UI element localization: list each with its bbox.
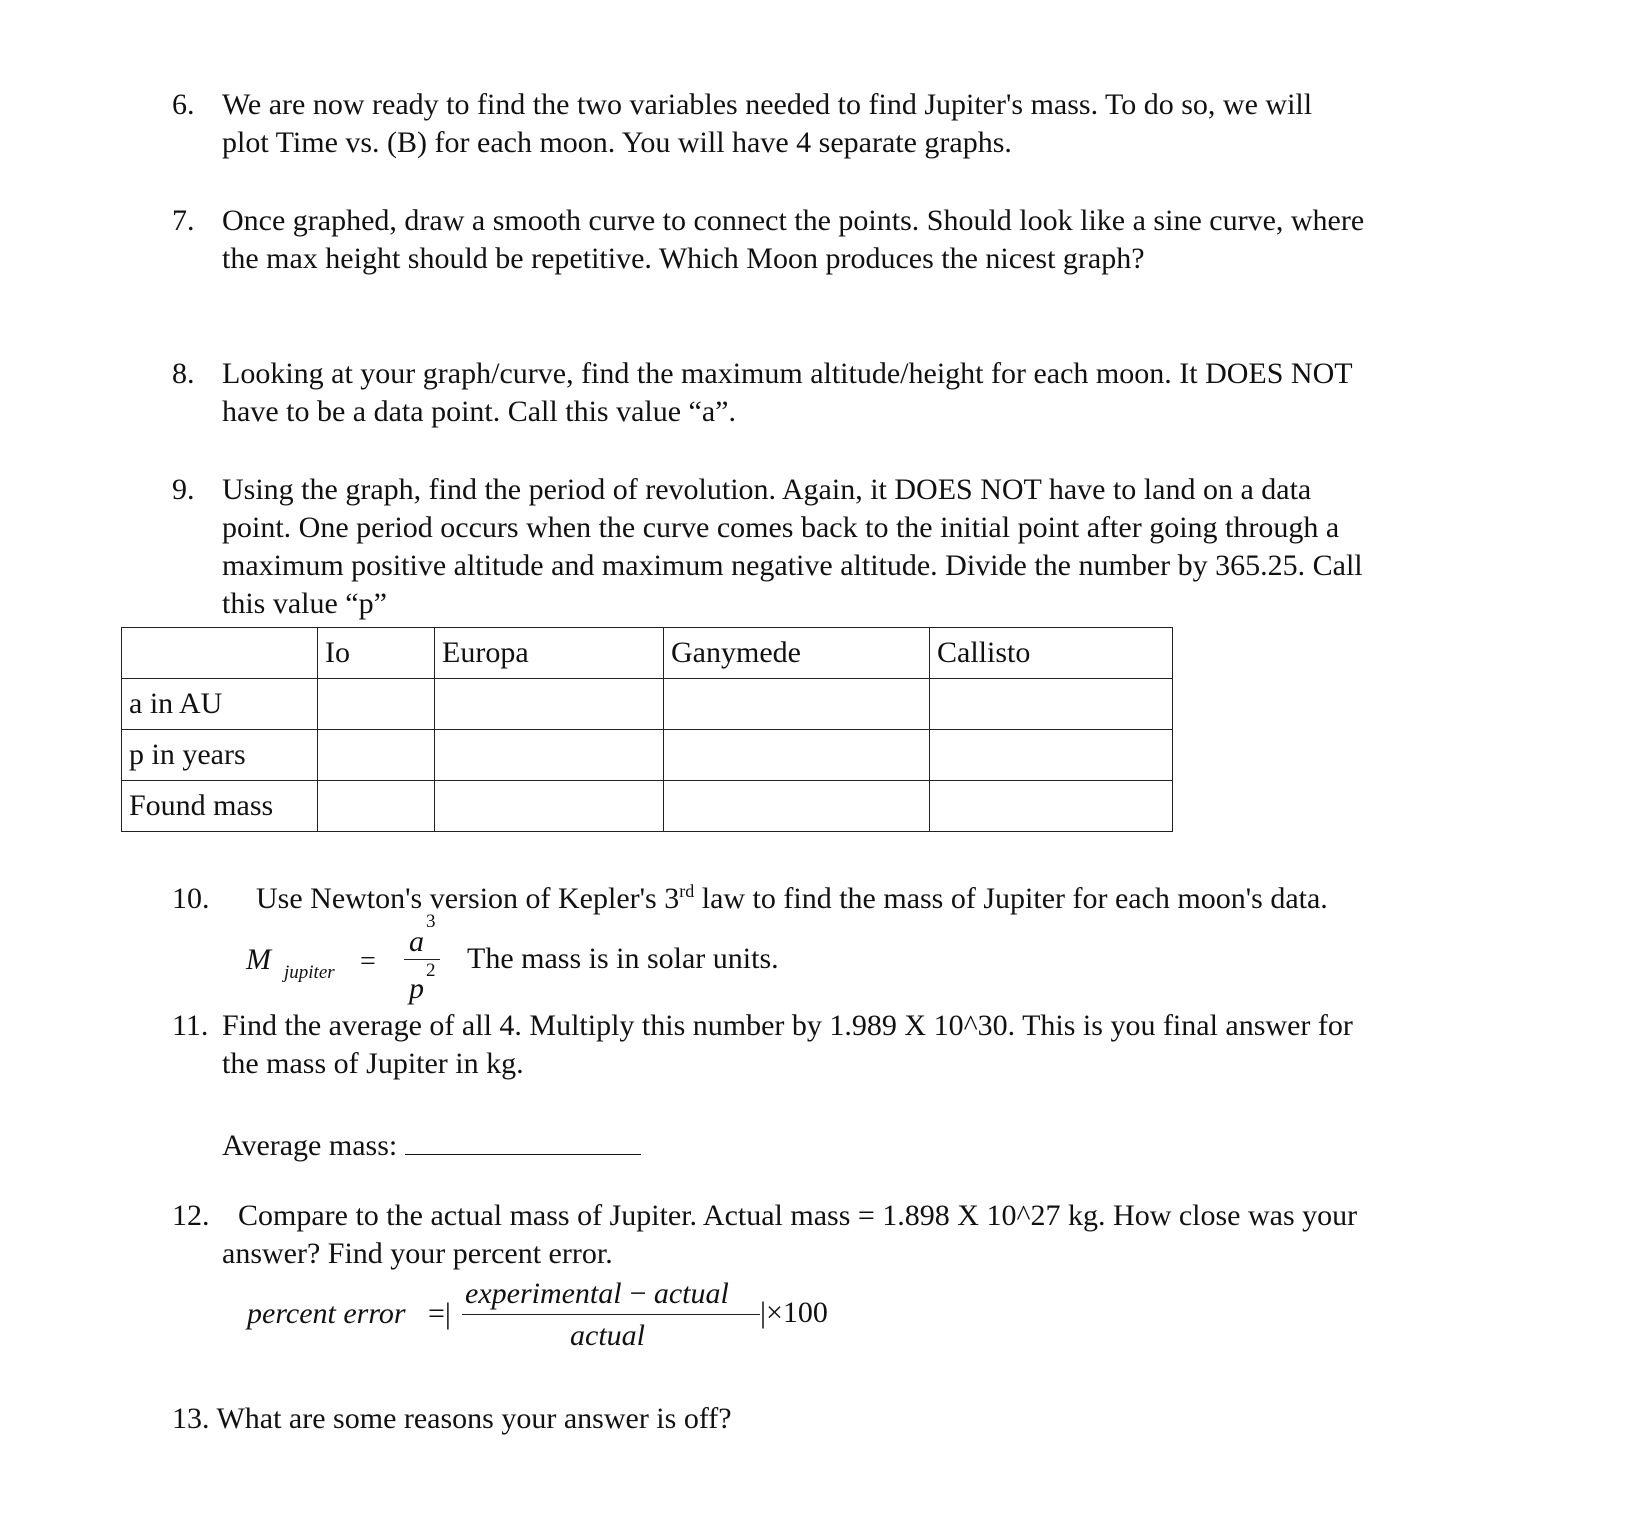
question-number: 6. [172, 88, 195, 121]
question-text-line: Using the graph, find the period of revolution. Again, it DOES NOT have to land on a data [222, 473, 1312, 506]
formula-equals: = [360, 946, 376, 977]
answer-cell[interactable] [435, 730, 664, 781]
question-text-line: have to be a data point. Call this value “a”. [222, 395, 736, 428]
question-text-line: this value “p” [222, 587, 387, 620]
question-10 [172, 880, 210, 918]
formula-m: M [246, 943, 271, 976]
table-header-cell [122, 628, 318, 679]
table-header-cell: Io [318, 628, 435, 679]
question-number: 11. [172, 1009, 209, 1042]
question-number: 7. [172, 204, 195, 237]
formula-tail: |×100 [760, 1296, 828, 1329]
average-mass-row [222, 1124, 641, 1165]
moon-data-table [121, 627, 1173, 832]
formula-fraction-bar [462, 1314, 760, 1315]
question-text-line: point. One period occurs when the curve comes back to the initial point after going through a [222, 511, 1340, 544]
formula-numerator: experimental − actual [465, 1277, 729, 1310]
formula-denominator: actual [570, 1319, 645, 1352]
question-number: 13. [172, 1402, 210, 1435]
question-text-line: Find the average of all 4. Multiply this number by 1.989 X 10^30. This is you final answer for [222, 1009, 1353, 1042]
question-text: law to find the mass of Jupiter for each moon's data. [694, 882, 1328, 915]
average-mass-label: Average mass: [222, 1129, 398, 1162]
table-header-cell: Callisto [930, 628, 1173, 679]
superscript-rd: rd [679, 881, 695, 901]
formula-lhs: percent error [247, 1297, 406, 1330]
question-number: 12. [172, 1199, 210, 1232]
question-text-line: answer? Find your percent error. [222, 1237, 613, 1270]
question-number: 9. [172, 473, 195, 506]
answer-cell[interactable] [930, 730, 1173, 781]
question-text-line: maximum positive altitude and maximum negative altitude. Divide the number by 365.25. Call [222, 549, 1363, 582]
answer-cell[interactable] [318, 730, 435, 781]
formula-note: The mass is in solar units. [467, 942, 779, 975]
question-number: 8. [172, 357, 195, 390]
row-label-cell: p in years [122, 730, 318, 781]
row-label-cell: Found mass [122, 781, 318, 832]
formula-denominator: p [409, 972, 424, 1005]
answer-cell[interactable] [930, 781, 1173, 832]
question-text-line: the mass of Jupiter in kg. [222, 1047, 524, 1080]
formula-m-subscript: jupiter [284, 962, 335, 983]
question-text-line: the max height should be repetitive. Which Moon produces the nicest graph? [222, 242, 1145, 275]
answer-cell[interactable] [664, 730, 930, 781]
question-text-line: We are now ready to find the two variables needed to find Jupiter's mass. To do so, we will [222, 88, 1313, 121]
question-text: What are some reasons your answer is off? [216, 1402, 732, 1435]
table-row [122, 781, 1173, 832]
formula-numerator-exponent: 3 [426, 911, 436, 932]
answer-cell[interactable] [435, 781, 664, 832]
answer-cell[interactable] [318, 781, 435, 832]
formula-numerator: a [409, 925, 424, 958]
table-row [122, 679, 1173, 730]
question-10-text [256, 880, 1328, 918]
row-label-cell: a in AU [122, 679, 318, 730]
answer-cell[interactable] [664, 781, 930, 832]
question-text-line: Looking at your graph/curve, find the maximum altitude/height for each moon. It DOES NOT [222, 357, 1353, 390]
question-13 [172, 1400, 732, 1438]
formula-equals: =| [428, 1297, 451, 1330]
table-header-row [122, 628, 1173, 679]
question-number: 10. [172, 882, 210, 915]
average-mass-blank[interactable] [405, 1124, 641, 1155]
answer-cell[interactable] [435, 679, 664, 730]
question-text-line: Once graphed, draw a smooth curve to connect the points. Should look like a sine curve, where [222, 204, 1365, 237]
answer-cell[interactable] [318, 679, 435, 730]
table-header-cell: Ganymede [664, 628, 930, 679]
answer-cell[interactable] [930, 679, 1173, 730]
table-header-cell: Europa [435, 628, 664, 679]
question-text: Use Newton's version of Kepler's 3 [256, 882, 680, 915]
table-row [122, 730, 1173, 781]
question-12-line-2 [222, 1235, 613, 1273]
question-text-line: Compare to the actual mass of Jupiter. Actual mass = 1.898 X 10^27 kg. How close was your [238, 1199, 1358, 1232]
answer-cell[interactable] [664, 679, 930, 730]
question-text-line: plot Time vs. (B) for each moon. You will have 4 separate graphs. [222, 126, 1012, 159]
formula-denominator-exponent: 2 [426, 960, 436, 981]
